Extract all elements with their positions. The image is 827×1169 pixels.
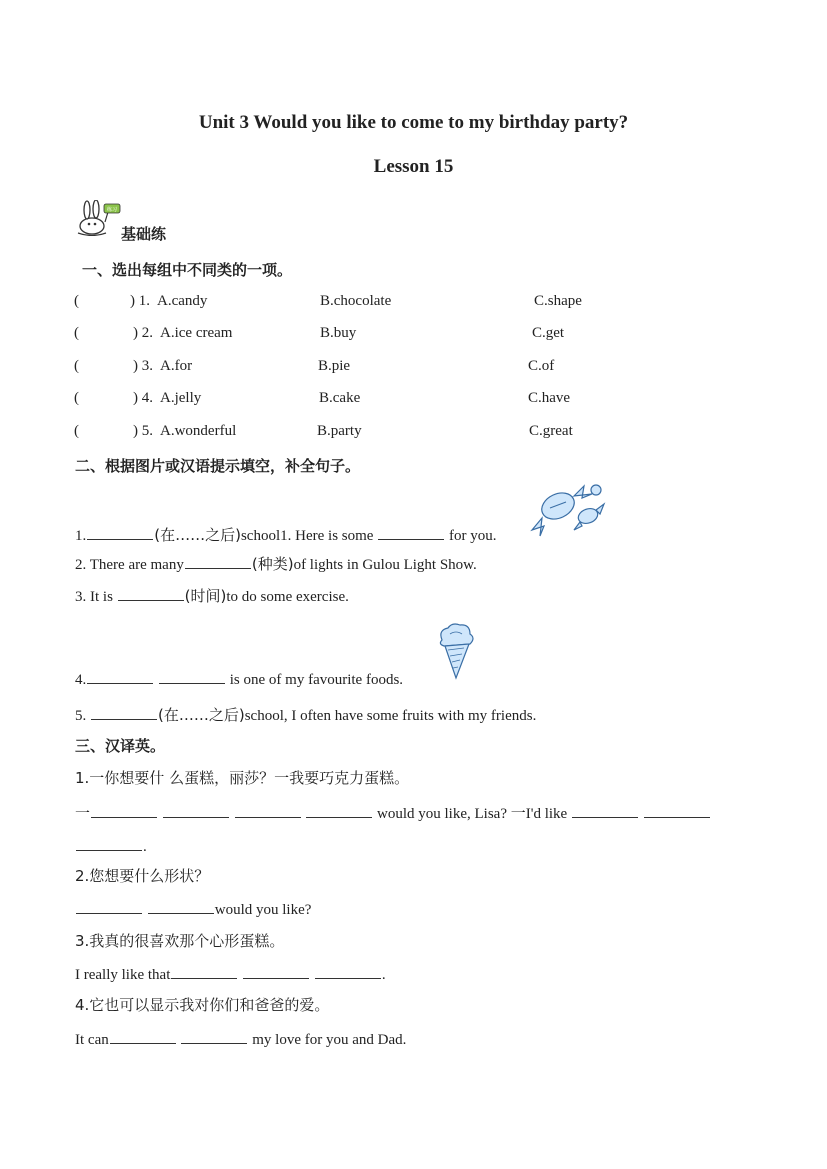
translate-q2-blank-2[interactable] xyxy=(148,899,214,914)
fill-q1-blank-1[interactable] xyxy=(87,525,153,540)
fill-q2-prefix: 2. There are many xyxy=(75,557,184,573)
fill-q1-text: school1. Here is some xyxy=(240,528,374,544)
badge-tag-text: 练习 xyxy=(106,207,118,213)
q1-option-c: C.shape xyxy=(534,293,582,309)
q5-number: ) 5. xyxy=(133,423,153,439)
translate-q4-prompt: 4.它也可以显示我对你们和爸爸的爱。 xyxy=(75,996,330,1014)
translate-q2-text: would you like? xyxy=(214,902,312,918)
translate-q1-blank-3[interactable] xyxy=(235,803,301,818)
translate-q1-blank-2[interactable] xyxy=(163,803,229,818)
ice-cream-icon xyxy=(434,620,478,682)
fill-q3-prefix: 3. It is xyxy=(75,589,113,605)
q4-option-b: B.cake xyxy=(319,390,361,406)
translate-q4-blank-1[interactable] xyxy=(110,1029,176,1044)
translate-q4-prefix: It can xyxy=(75,1032,109,1048)
translate-q2-prompt: 2.您想要什么形状？ xyxy=(75,867,210,885)
fill-q1-end: for you. xyxy=(448,528,497,544)
translate-q1-blank-7[interactable] xyxy=(76,836,142,851)
q5-option-a: A.wonderful xyxy=(160,423,237,439)
fill-q4-number: 4. xyxy=(75,672,87,688)
fill-q1-blank-2[interactable] xyxy=(378,525,444,540)
translate-q1-continued xyxy=(75,836,147,856)
fill-q2-hint: (种类) xyxy=(251,555,294,573)
practice-label: 基础练 xyxy=(121,225,167,243)
q3-option-c: C.of xyxy=(528,358,555,374)
q5-paren: ( xyxy=(74,423,79,439)
fill-q2-blank[interactable] xyxy=(185,554,251,569)
translate-q3-blank-1[interactable] xyxy=(171,964,237,979)
translate-q1-blank-5[interactable] xyxy=(572,803,638,818)
candy-icon xyxy=(530,478,608,540)
q1-number: ) 1. xyxy=(130,293,150,309)
translate-q4-text: my love for you and Dad. xyxy=(252,1032,407,1048)
q4-number: ) 4. xyxy=(133,390,153,406)
q1-option-a: A.candy xyxy=(157,293,208,309)
rabbit-mascot-icon xyxy=(74,200,122,236)
q3-number: ) 3. xyxy=(133,358,153,374)
q3-option-b: B.pie xyxy=(318,358,351,374)
fill-q4-blank-2[interactable] xyxy=(159,669,225,684)
q4-option-a: A.jelly xyxy=(160,390,202,406)
translate-q1-dash: 一 xyxy=(75,804,91,822)
translate-q3-answer xyxy=(75,964,386,984)
translate-q1-text: would you like, Lisa? xyxy=(377,806,507,822)
fill-q3-text: to do some exercise. xyxy=(226,589,349,605)
translate-q1-blank-4[interactable] xyxy=(306,803,372,818)
fill-q2 xyxy=(75,553,477,574)
translate-q4-blank-2[interactable] xyxy=(181,1029,247,1044)
translate-q3-blank-2[interactable] xyxy=(243,964,309,979)
translate-q1-prompt: 1.一你想要什 么蛋糕，丽莎？一我要巧克力蛋糕。 xyxy=(75,769,410,787)
translate-q2-blank-1[interactable] xyxy=(76,899,142,914)
q3-paren: ( xyxy=(74,358,79,374)
fill-q4-text: is one of my favourite foods. xyxy=(229,672,404,688)
fill-q1-hint: (在……之后) xyxy=(154,526,241,544)
fill-q4 xyxy=(75,669,403,689)
q4-paren: ( xyxy=(74,390,79,406)
fill-q4-blank-1[interactable] xyxy=(87,669,153,684)
section2-heading: 二、根据图片或汉语提示填空，补全句子。 xyxy=(75,457,361,475)
fill-q3-hint: (时间) xyxy=(184,587,227,605)
translate-q3-prefix: I really like that xyxy=(75,967,171,983)
fill-q5 xyxy=(75,704,536,725)
q3-option-a: A.for xyxy=(160,358,193,374)
translate-q3-blank-3[interactable] xyxy=(315,964,381,979)
section1-heading: 一、选出每组中不同类的一项。 xyxy=(82,261,293,279)
q1-paren: ( xyxy=(74,293,79,309)
translate-q1-answer xyxy=(75,802,711,823)
q5-option-c: C.great xyxy=(529,423,573,439)
fill-q3-blank[interactable] xyxy=(118,586,184,601)
translate-q1-end: . xyxy=(143,839,147,855)
translate-q3-end: . xyxy=(381,967,386,983)
translate-q4-answer xyxy=(75,1029,406,1049)
fill-q5-hint: (在……之后) xyxy=(158,706,245,724)
fill-q1 xyxy=(75,524,496,545)
fill-q2-text: of lights in Gulou Light Show. xyxy=(293,557,477,573)
q2-option-a: A.ice cream xyxy=(160,325,233,341)
fill-q5-blank[interactable] xyxy=(91,705,157,720)
section3-heading: 三、汉译英。 xyxy=(75,737,166,755)
fill-q3 xyxy=(75,585,349,606)
fill-q1-number: 1. xyxy=(75,528,87,544)
q2-option-c: C.get xyxy=(532,325,565,341)
q2-paren: ( xyxy=(74,325,79,341)
lesson-title: Lesson 15 xyxy=(373,156,454,177)
q4-option-c: C.have xyxy=(528,390,571,406)
q2-number: ) 2. xyxy=(133,325,153,341)
q5-option-b: B.party xyxy=(317,423,362,439)
translate-q2-answer xyxy=(75,899,311,919)
page-title: Unit 3 Would you like to come to my birthday party? xyxy=(198,112,629,133)
q2-option-b: B.buy xyxy=(320,325,357,341)
translate-q1-blank-6[interactable] xyxy=(644,803,710,818)
translate-q1-reply: 一I'd like xyxy=(510,806,568,822)
fill-q5-text: school, I often have some fruits with my friends. xyxy=(244,708,537,724)
fill-q5-number: 5. xyxy=(75,708,87,724)
translate-q3-prompt: 3.我真的很喜欢那个心形蛋糕。 xyxy=(75,932,285,950)
translate-q1-blank-1[interactable] xyxy=(91,803,157,818)
q1-option-b: B.chocolate xyxy=(320,293,392,309)
